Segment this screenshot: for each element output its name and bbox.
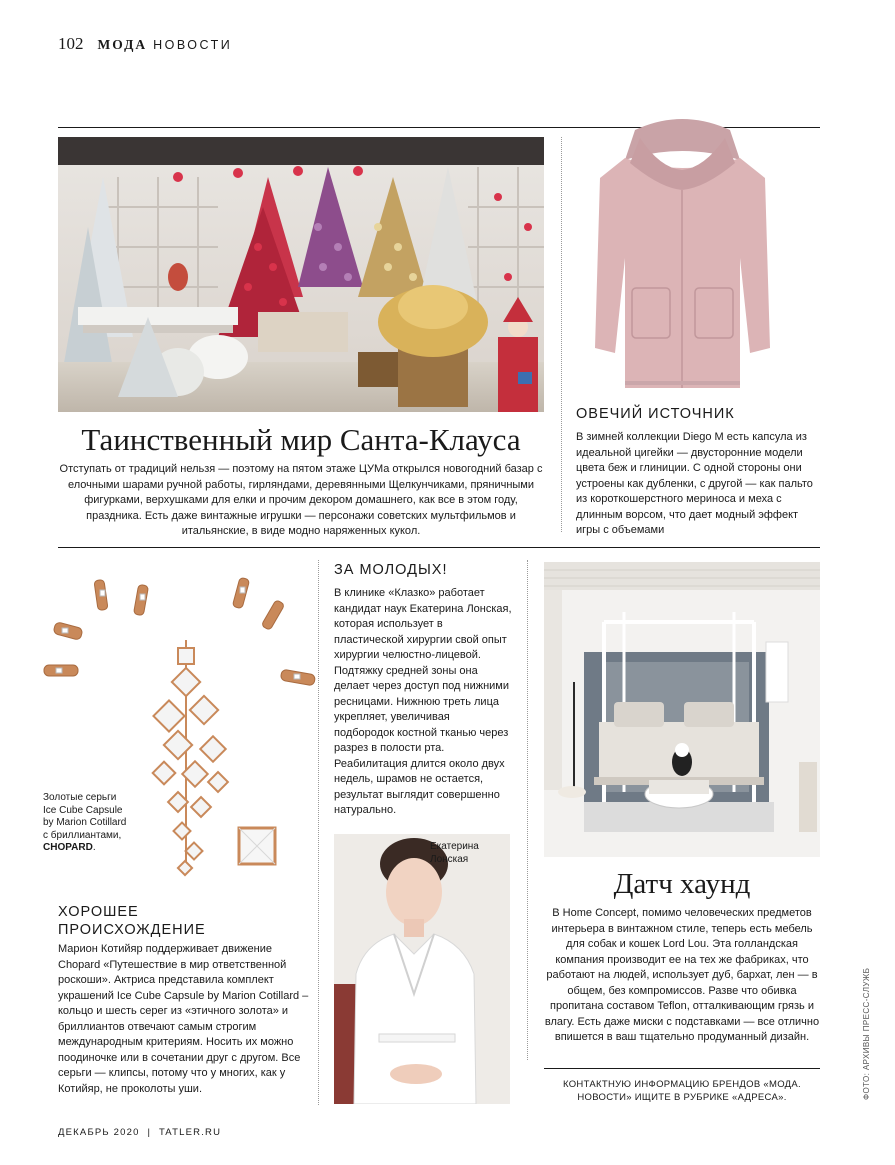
column-divider-top [561, 137, 562, 532]
footer-site: TATLER.RU [158, 1127, 222, 1138]
doctor-portrait-photo [334, 834, 510, 1104]
column-divider-left [318, 560, 319, 1105]
jewelry-title [58, 903, 308, 939]
photo-credit: ФОТО: АРХИВЫ ПРЕСС-СЛУЖБ [862, 967, 871, 1100]
page-header [58, 34, 232, 58]
sheepskin-title: ОВЕЧИЙ ИСТОЧНИК [576, 406, 735, 422]
dog-bed-interior-photo [544, 562, 820, 857]
column-divider-right [527, 560, 528, 1060]
jewelry-title-line1: ХОРОШЕЕ [58, 904, 139, 920]
earrings-caption-line: с бриллиантами, [43, 829, 122, 841]
earrings-caption-line: Золотые серьги [43, 792, 117, 803]
young-title: ЗА МОЛОДЫХ! [334, 562, 448, 578]
page-footer [58, 1127, 221, 1138]
sheepskin-text: В зимней коллекции Diego M есть капсула из идеальной цигейки — двусторонние модели цвета беж и глиниции. С одной стороны они устроены как дубленки, с другой — как пальто из короткошерстного мериноса и меха с длинным ворсом, что дает модный эффект игры с объемами [576, 431, 813, 536]
footer-separator: | [147, 1127, 152, 1138]
contact-note [544, 1078, 820, 1104]
section-name: МОДА [97, 37, 148, 52]
santa-text: Отступать от традиций нельзя — поэтому на пятом этаже ЦУМа открылся новогодний базар с елочными шарами ручной работы, гирляндами, деревянными Щелкунчиками, пряничными фигурками, верхушками для елки и прочим декором домашнего, как все в этом году, праздника. Есть даже винтажные игрушки — персонажи советских мультфильмов и итальянские, в виде модно наряженных кукол. [59, 463, 543, 537]
portrait-caption [430, 840, 506, 866]
contact-rule [544, 1068, 820, 1069]
santa-title: Таинственный мир Санта-Клауса [81, 422, 521, 457]
middle-rule [58, 547, 820, 548]
earrings-caption-line: Ice Cube Capsule [43, 804, 123, 816]
jewelry-title-line2: ПРОИСХОЖДЕНИЕ [58, 922, 206, 938]
portrait-caption-line1: Екатерина [430, 841, 479, 852]
young-text: В клинике «Клазко» работает кандидат наук Екатерина Лонская, которая использует в пластической хирургии свой опыт хирургии челюстно-лицевой. Подтяжку средней зоны она делает через доступ под нижними ресницами. Нижнюю треть лица укрепляет, увеличивая подбородок костной тканью через разрез в полости рта. Реабилитация длится около двух недель, шрамов не остается, результат выглядит совершенно натурально. [334, 587, 512, 816]
pink-coat-photo [590, 108, 775, 393]
earrings-caption: Золотые серьги Ice Cube Capsule by Marion Cotillard с бриллиантами, CHOPARD. [43, 792, 153, 855]
earrings-caption-brand: CHOPARD [43, 842, 93, 853]
dutch-text: В Home Concept, помимо человеческих предметов интерьера в винтажном стиле, теперь есть мебель для собак и кошек Lord Lou. Эта голландская компания производит ее на тех же фабриках, что работают на людей, использует дуб, бархат, лен — в общем, без компромиссов. Разве что обивка пропитана составом Teflon, отталкивающим грязь и влагу. Есть даже миски с подставками — все отлично впишется в ваш тщательно продуманный дизайн. [544, 907, 820, 1043]
footer-issue: ДЕКАБРЬ 2020 [58, 1127, 140, 1138]
jewelry-text: Марион Котийяр поддерживает движение Chopard «Путешествие в мир ответственной роскоши». Актриса представила комплект украшений Ice Cube Capsule by Marion Cotillard – кольцо и шесть серег из «этичного золота» и бриллиантов отвечают самым строгим международным критериям. Носить их можно поодиночке или в сочетании друг с другом. Все серьги — клипсы, потому что у многих, как у Котийяр, не проколоты уши. [58, 943, 309, 1095]
subsection-name: НОВОСТИ [153, 38, 233, 52]
earrings-caption-line: by Marion Cotillard [43, 817, 127, 828]
portrait-caption-line2: Лонская [430, 854, 469, 865]
contact-note-line1: КОНТАКТНУЮ ИНФОРМАЦИЮ БРЕНДОВ «МОДА. [563, 1079, 801, 1090]
page-number: 102 [58, 34, 84, 53]
contact-note-line2: НОВОСТИ» ИЩИТЕ В РУБРИКЕ «АДРЕСА». [577, 1092, 787, 1103]
dutch-title: Датч хаунд [613, 868, 751, 900]
christmas-market-photo [58, 137, 544, 412]
